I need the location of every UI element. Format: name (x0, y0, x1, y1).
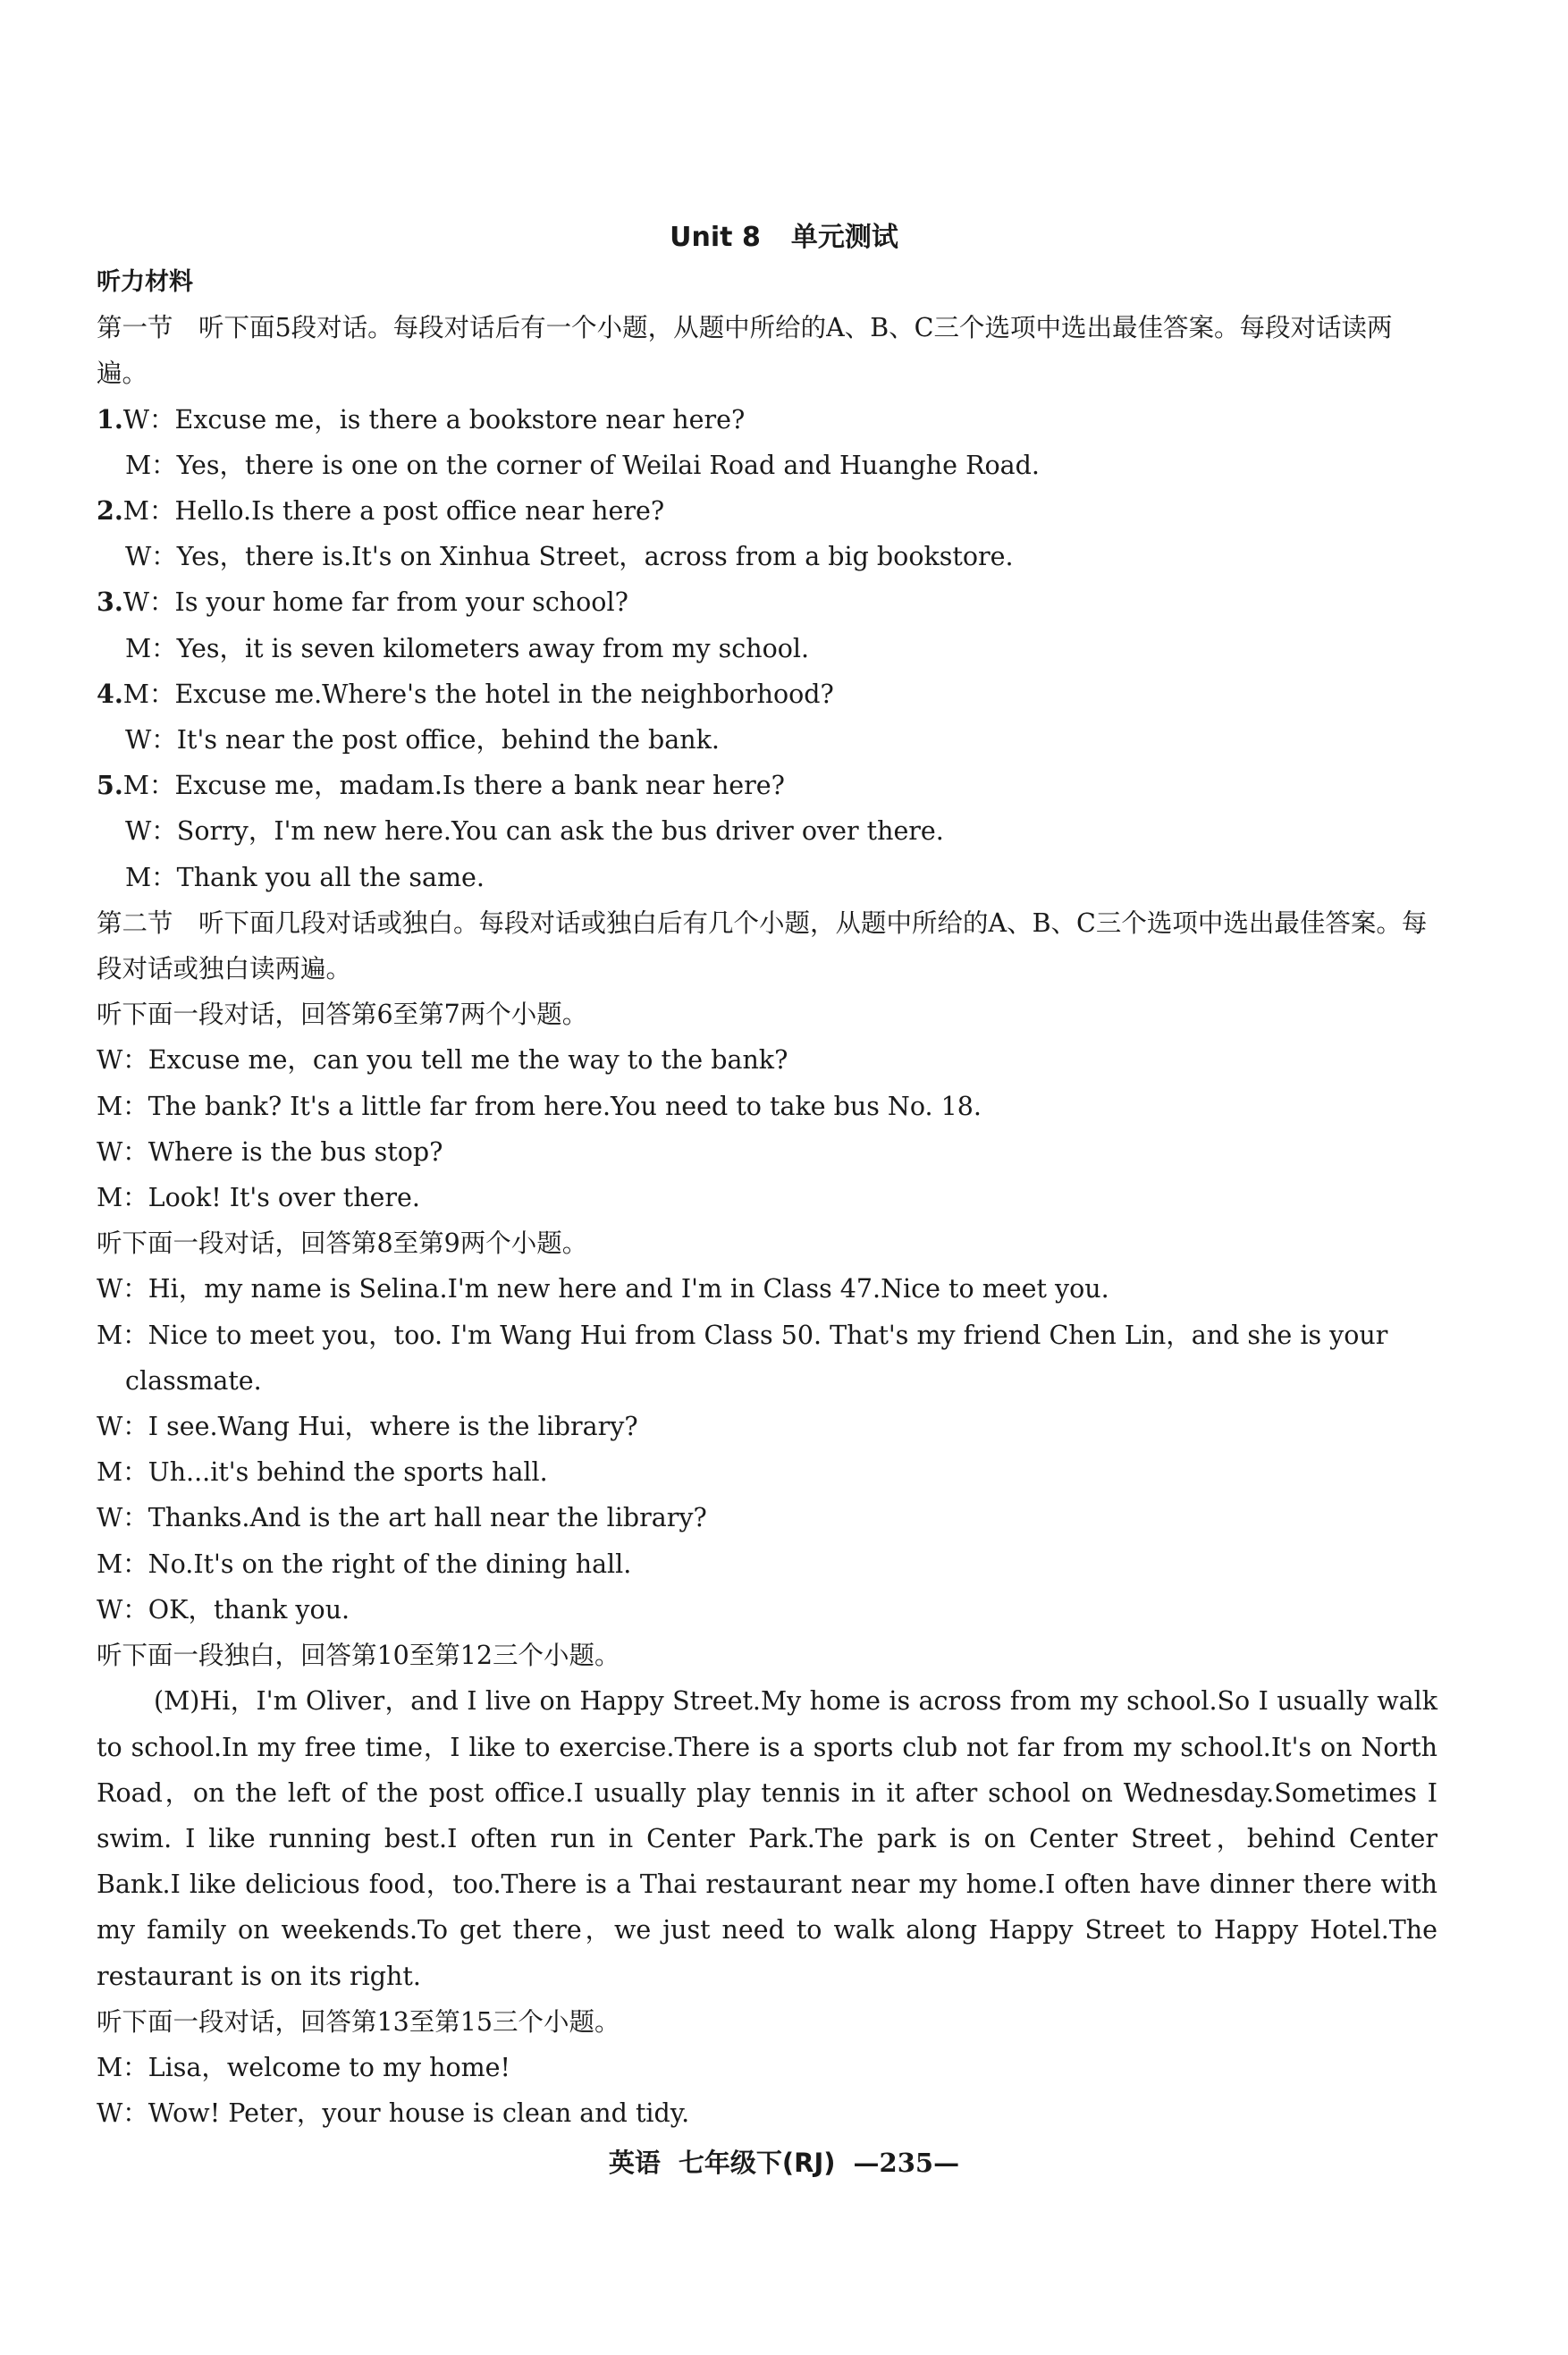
group4-prompt: 听下面一段对话，回答第13至第15三个小题。 (97, 2006, 620, 2037)
question-number: 4. (97, 678, 123, 709)
group1-line-3: W：Where is the bus stop? (97, 1136, 443, 1167)
group1-prompt: 听下面一段对话，回答第6至第7两个小题。 (97, 1000, 588, 1030)
group2-line-6: M：No.It's on the right of the dining hall. (97, 1549, 632, 1579)
listening-material (97, 259, 1437, 2136)
group2-line-4: M：Uh...it's behind the sports hall. (97, 1457, 548, 1488)
question-number: 3. (97, 587, 123, 618)
part2-instruction: 第二节 听下面几段对话或独白。每段对话或独白后有几个小题，从题中所给的A、B、C三个选项中选出最佳答案。每段对话或独白读两遍。 (97, 907, 1428, 984)
group3-prompt: 听下面一段独白，回答第10至第12三个小题。 (97, 1641, 620, 1671)
page-footer (0, 2143, 1568, 2180)
dialogue-1-line-1 (97, 397, 1437, 443)
page-number: —235— (853, 2148, 960, 2178)
footer-subject: 英语 (608, 2148, 661, 2178)
footer-grade: 七年级下(RJ) (678, 2148, 836, 2178)
group1-line-1: W：Excuse me，can you tell me the way to the bank? (97, 1045, 788, 1076)
dialogue-text: M：Hello.Is there a post office near here? (122, 496, 665, 527)
question-number: 5. (97, 770, 123, 801)
dialogue-4-line-2: W：It's near the post office，behind the bank. (125, 725, 720, 755)
group2-prompt: 听下面一段对话，回答第8至第9两个小题。 (97, 1228, 588, 1259)
group4-line-2: W：Wow! Peter，your house is clean and tidy. (97, 2098, 690, 2129)
dialogue-4-line-1 (97, 671, 1437, 717)
group4-line-1: M：Lisa，welcome to my home! (97, 2052, 510, 2082)
dialogue-5-line-3: M：Thank you all the same. (125, 862, 485, 892)
dialogue-text: W：Is your home far from your school? (122, 587, 628, 618)
group1-line-2: M：The bank? It's a little far from here.You need to take bus No. 18. (97, 1091, 982, 1121)
dialogue-3-line-1 (97, 579, 1437, 625)
dialogue-5-line-1 (97, 763, 1437, 808)
group2-line-2: M：Nice to meet you，too. I'm Wang Hui from Class 50. That's my friend Chen Lin，and she is your classmate. (97, 1320, 1388, 1396)
dialogue-2-line-1 (97, 488, 1437, 534)
section-heading: 听力材料 (97, 268, 193, 296)
group2-line-7: W：OK，thank you. (97, 1594, 350, 1625)
dialogue-3-line-2: M：Yes，it is seven kilometers away from my school. (125, 633, 810, 663)
page-title (0, 215, 1568, 254)
dialogue-1-line-2: M：Yes，there is one on the corner of Weilai Road and Huanghe Road. (125, 450, 1040, 480)
group1-line-4: M：Look! It's over there. (97, 1183, 420, 1213)
dialogue-5-line-2: W：Sorry，I'm new here.You can ask the bus driver over there. (125, 816, 944, 847)
group2-line-3: W：I see.Wang Hui，where is the library? (97, 1412, 638, 1442)
dialogue-text: M：Excuse me，madam.Is there a bank near here? (122, 771, 785, 801)
group3-monologue: (M)Hi，I'm Oliver，and I live on Happy Street.My home is across from my school.So I usually walk to school.In my free time，I like to exercise.There is a sports club not far from my school.It's on North Road，on the left of the post office.I usually play tennis in it after school on Wednesday.Sometimes I swim. I like running best.I often run in Center Park.The park is on Center Street，behind Center Bank.I like delicious food，too.There is a Thai restaurant near my home.I often have dinner there with my family on weekends.To get there，we just need to walk along Happy Street to Happy Hotel.The restaurant is on its right. (97, 1686, 1437, 1991)
question-number: 1. (97, 403, 123, 435)
unit-test-label: 单元测试 (790, 222, 898, 253)
unit-label: Unit 8 (670, 222, 761, 253)
group2-line-1: W：Hi，my name is Selina.I'm new here and I'm in Class 47.Nice to meet you. (97, 1274, 1109, 1304)
group2-line-5: W：Thanks.And is the art hall near the library? (97, 1503, 707, 1533)
dialogue-2-line-2: W：Yes，there is.It's on Xinhua Street，across from a big bookstore. (125, 542, 1014, 572)
part1-instruction: 第一节 听下面5段对话。每段对话后有一个小题，从题中所给的A、B、C三个选项中选出最佳答案。每段对话读两遍。 (97, 313, 1393, 389)
dialogue-text: M：Excuse me.Where's the hotel in the neighborhood? (122, 679, 834, 709)
dialogue-text: W：Excuse me，is there a bookstore near here? (122, 404, 746, 435)
question-number: 2. (97, 495, 123, 527)
